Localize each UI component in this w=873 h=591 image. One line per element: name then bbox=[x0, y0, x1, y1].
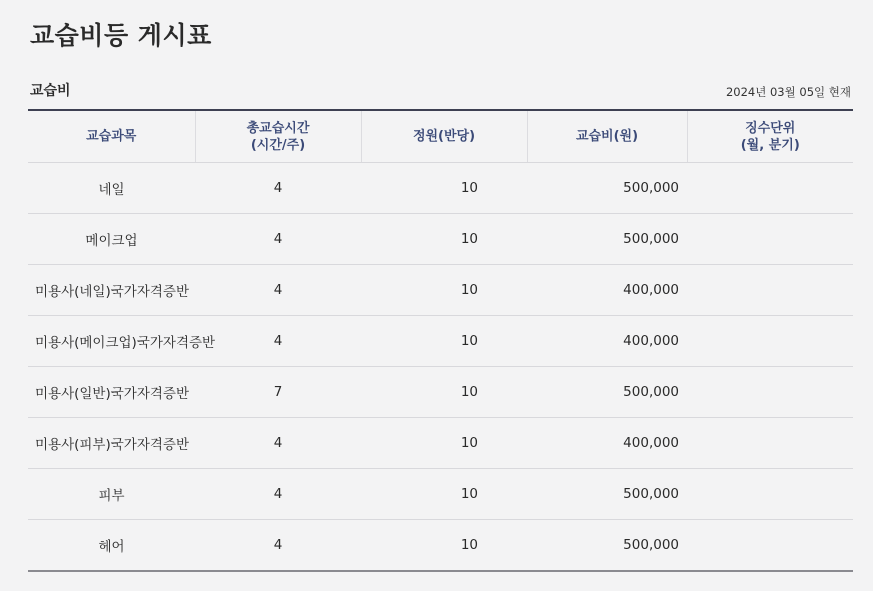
total-hours: 7 bbox=[195, 367, 361, 418]
total-hours: 4 bbox=[195, 214, 361, 265]
quota: 10 bbox=[460, 537, 478, 553]
course-name: 메이크업 bbox=[28, 214, 195, 265]
page-title: 교습비등 게시표 bbox=[30, 21, 212, 50]
table-row bbox=[28, 520, 853, 572]
tuition-fee: 500,000 bbox=[623, 537, 679, 553]
total-hours: 4 bbox=[195, 163, 361, 214]
tuition-fee: 500,000 bbox=[527, 367, 687, 418]
table-row bbox=[28, 469, 853, 520]
collection-unit bbox=[687, 367, 853, 418]
course-name: 네일 bbox=[28, 163, 195, 214]
quota: 10 bbox=[361, 265, 527, 316]
course-name: 헤어 bbox=[98, 539, 125, 555]
table-row bbox=[28, 367, 853, 418]
quota: 10 bbox=[361, 418, 527, 469]
header-course: 교습과목 bbox=[28, 110, 195, 163]
quota: 10 bbox=[361, 469, 527, 520]
total-hours: 4 bbox=[273, 537, 283, 553]
tuition-fee: 400,000 bbox=[527, 418, 687, 469]
quota: 10 bbox=[361, 214, 527, 265]
collection-unit bbox=[687, 469, 853, 520]
collection-unit bbox=[687, 418, 853, 469]
table-row bbox=[28, 316, 853, 367]
collection-unit bbox=[687, 214, 853, 265]
header-quota: 정원(반당) bbox=[361, 110, 527, 163]
quota: 10 bbox=[361, 163, 527, 214]
course-name: 미용사(일반)국가자격증반 bbox=[28, 367, 195, 418]
table-row bbox=[28, 418, 853, 469]
tuition-fee: 500,000 bbox=[527, 163, 687, 214]
tuition-fee: 500,000 bbox=[527, 469, 687, 520]
collection-unit bbox=[687, 520, 853, 572]
tuition-fee: 400,000 bbox=[527, 316, 687, 367]
header-collection-unit: 징수단위 (월, 분기) bbox=[687, 110, 853, 163]
table-header-row bbox=[28, 110, 853, 163]
course-name: 미용사(메이크업)국가자격증반 bbox=[28, 316, 195, 367]
quota: 10 bbox=[361, 316, 527, 367]
tuition-fee: 500,000 bbox=[527, 214, 687, 265]
collection-unit bbox=[687, 316, 853, 367]
course-name: 미용사(피부)국가자격증반 bbox=[28, 418, 195, 469]
collection-unit bbox=[687, 163, 853, 214]
header-fee: 교습비(원) bbox=[527, 110, 687, 163]
as-of-date: 2024년 03월 05일 현재 bbox=[725, 85, 851, 99]
total-hours: 4 bbox=[195, 418, 361, 469]
table-row bbox=[28, 214, 853, 265]
tuition-fee: 400,000 bbox=[527, 265, 687, 316]
collection-unit bbox=[687, 265, 853, 316]
course-name: 피부 bbox=[28, 469, 195, 520]
tuition-fee-table bbox=[28, 109, 853, 572]
quota: 10 bbox=[361, 367, 527, 418]
table-row bbox=[28, 265, 853, 316]
total-hours: 4 bbox=[195, 469, 361, 520]
table-row bbox=[28, 163, 853, 214]
total-hours: 4 bbox=[195, 316, 361, 367]
total-hours: 4 bbox=[195, 265, 361, 316]
course-name: 미용사(네일)국가자격증반 bbox=[28, 265, 195, 316]
section-title: 교습비 bbox=[30, 83, 71, 99]
header-total-hours: 총교습시간 (시간/주) bbox=[195, 110, 361, 163]
